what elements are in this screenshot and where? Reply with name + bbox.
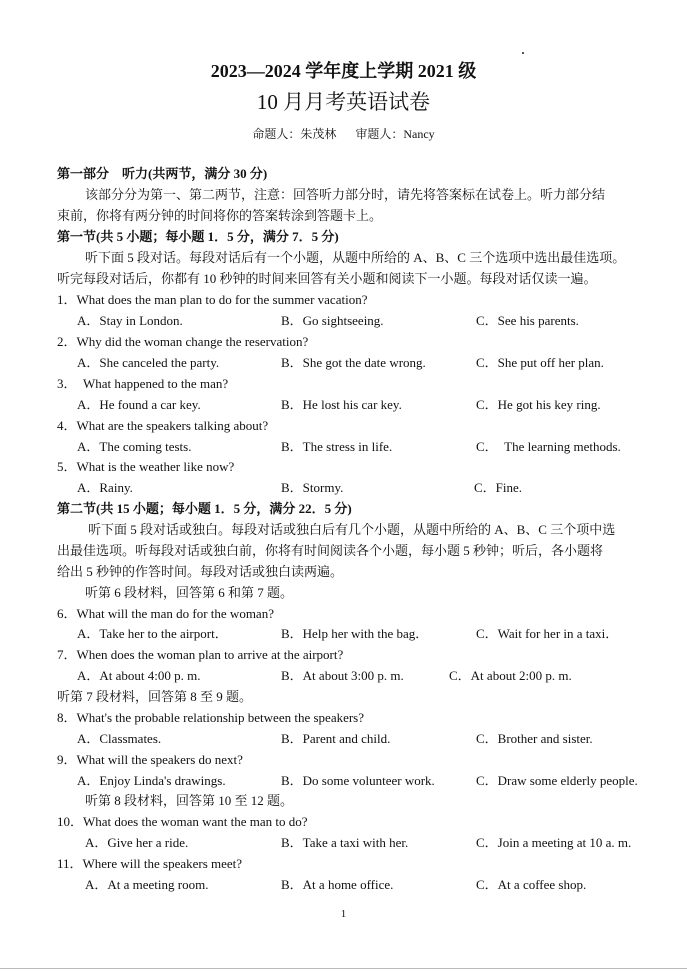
reviewer: 审题人：Nancy: [355, 127, 435, 141]
question-8: 8．What's the probable relationship between the speakers?: [57, 710, 365, 725]
q10-option-b: B．Take a taxi with her.: [281, 835, 409, 850]
question-2: 2．Why did the woman change the reservation?: [57, 334, 309, 349]
q4-option-c: C． The learning methods.: [476, 439, 621, 454]
question-4: 4．What are the speakers talking about?: [57, 418, 269, 433]
q3-option-a: A．He found a car key.: [77, 397, 201, 412]
q5-option-b: B．Stormy.: [281, 480, 344, 495]
q1-option-b: B．Go sightseeing.: [281, 313, 384, 328]
q2-option-c: C．She put off her plan.: [476, 355, 604, 370]
exam-subtitle: 10 月月考英语试卷: [256, 90, 431, 114]
q6-option-a: A．Take her to the airport．: [77, 626, 228, 641]
question-6: 6．What will the man do for the woman?: [57, 606, 274, 621]
q5-option-c: C．Fine.: [474, 480, 523, 495]
section2-heading: 第二节(共 15 小题；每小题 1．5 分，满分 22．5 分): [57, 501, 352, 516]
q1-option-c: C．See his parents.: [476, 313, 579, 328]
question-3: 3． What happened to the man?: [57, 376, 229, 391]
q3-option-c: C．He got his key ring.: [476, 397, 601, 412]
q4-option-a: A．The coming tests.: [77, 439, 192, 454]
section2-intro-line2: 出最佳选项。听每段对话或独白前，你将有时间阅读各个小题，每小题 5 秒钟；听后，各小题将: [57, 543, 604, 558]
q3-option-b: B．He lost his car key.: [281, 397, 402, 412]
q7-option-a: A．At about 4:00 p. m.: [77, 668, 201, 683]
speck: [522, 52, 524, 54]
q7-option-b: B．At about 3:00 p. m.: [281, 668, 404, 683]
page-bottom-edge: [0, 968, 687, 969]
question-7: 7．When does the woman plan to arrive at the airport?: [57, 647, 344, 662]
authors: [0, 126, 687, 142]
question-9: 9．What will the speakers do next?: [57, 752, 243, 767]
page-number: 1: [340, 908, 347, 920]
q8-option-a: A．Classmates.: [77, 731, 162, 746]
q9-option-a: A．Enjoy Linda's drawings.: [77, 773, 226, 788]
q8-option-c: C．Brother and sister.: [476, 731, 593, 746]
q8-option-b: B．Parent and child.: [281, 731, 391, 746]
listening-note-7: 听第 7 段材料，回答第 8 至 9 题。: [57, 689, 253, 704]
listening-note-6: 听第 6 段材料，回答第 6 和第 7 题。: [85, 585, 294, 600]
q10-option-c: C．Join a meeting at 10 a. m.: [476, 835, 632, 850]
question-1: 1．What does the man plan to do for the summer vacation?: [57, 292, 368, 307]
section1-intro-line1: 听下面 5 段对话。每段对话后有一个小题，从题中所给的 A、B、C 三个选项中选出最佳选项。: [85, 250, 626, 265]
q6-option-c: C．Wait for her in a taxi．: [476, 626, 619, 641]
q4-option-b: B．The stress in life.: [281, 439, 393, 454]
part1-intro-line1: 该部分分为第一、第二两节，注意：回答听力部分时，请先将答案标在试卷上。听力部分结: [85, 187, 606, 202]
q9-option-c: C．Draw some elderly people.: [476, 773, 638, 788]
section2-intro-line3: 给出 5 秒钟的作答时间。每段对话或独白读两遍。: [57, 564, 344, 579]
section2-intro-line1: 听下面 5 段对话或独白。每段对话或独白后有几个小题，从题中所给的 A、B、C 三个项中选: [88, 522, 616, 537]
q2-option-a: A．She canceled the party.: [77, 355, 220, 370]
exam-title: 2023—2024 学年度上学期 2021 级: [210, 61, 477, 81]
q11-option-a: A．At a meeting room.: [85, 877, 209, 892]
part1-heading: 第一部分 听力(共两节，满分 30 分): [57, 166, 268, 181]
listening-note-8: 听第 8 段材料，回答第 10 至 12 题。: [85, 793, 294, 808]
part1-intro-line2: 束前，你将有两分钟的时间将你的答案转涂到答题卡上。: [57, 208, 383, 223]
q1-option-a: A．Stay in London.: [77, 313, 183, 328]
q7-option-c: C．At about 2:00 p. m.: [449, 668, 572, 683]
question-10: 10．What does the woman want the man to do?: [57, 814, 308, 829]
q11-option-c: C．At a coffee shop.: [476, 877, 587, 892]
section1-intro-line2: 听完每段对话后，你都有 10 秒钟的时间来回答有关小题和阅读下一小题。每段对话仅读一遍。: [57, 271, 597, 286]
q9-option-b: B．Do some volunteer work.: [281, 773, 435, 788]
q11-option-b: B．At a home office.: [281, 877, 394, 892]
q2-option-b: B．She got the date wrong.: [281, 355, 426, 370]
author: 命题人：朱茂林: [252, 127, 337, 141]
q6-option-b: B．Help her with the bag．: [281, 626, 429, 641]
question-11: 11．Where will the speakers meet?: [57, 856, 243, 871]
question-5: 5．What is the weather like now?: [57, 459, 235, 474]
q5-option-a: A．Rainy.: [77, 480, 133, 495]
q10-option-a: A．Give her a ride.: [85, 835, 189, 850]
section1-heading: 第一节(共 5 小题；每小题 1．5 分，满分 7．5 分): [57, 229, 339, 244]
